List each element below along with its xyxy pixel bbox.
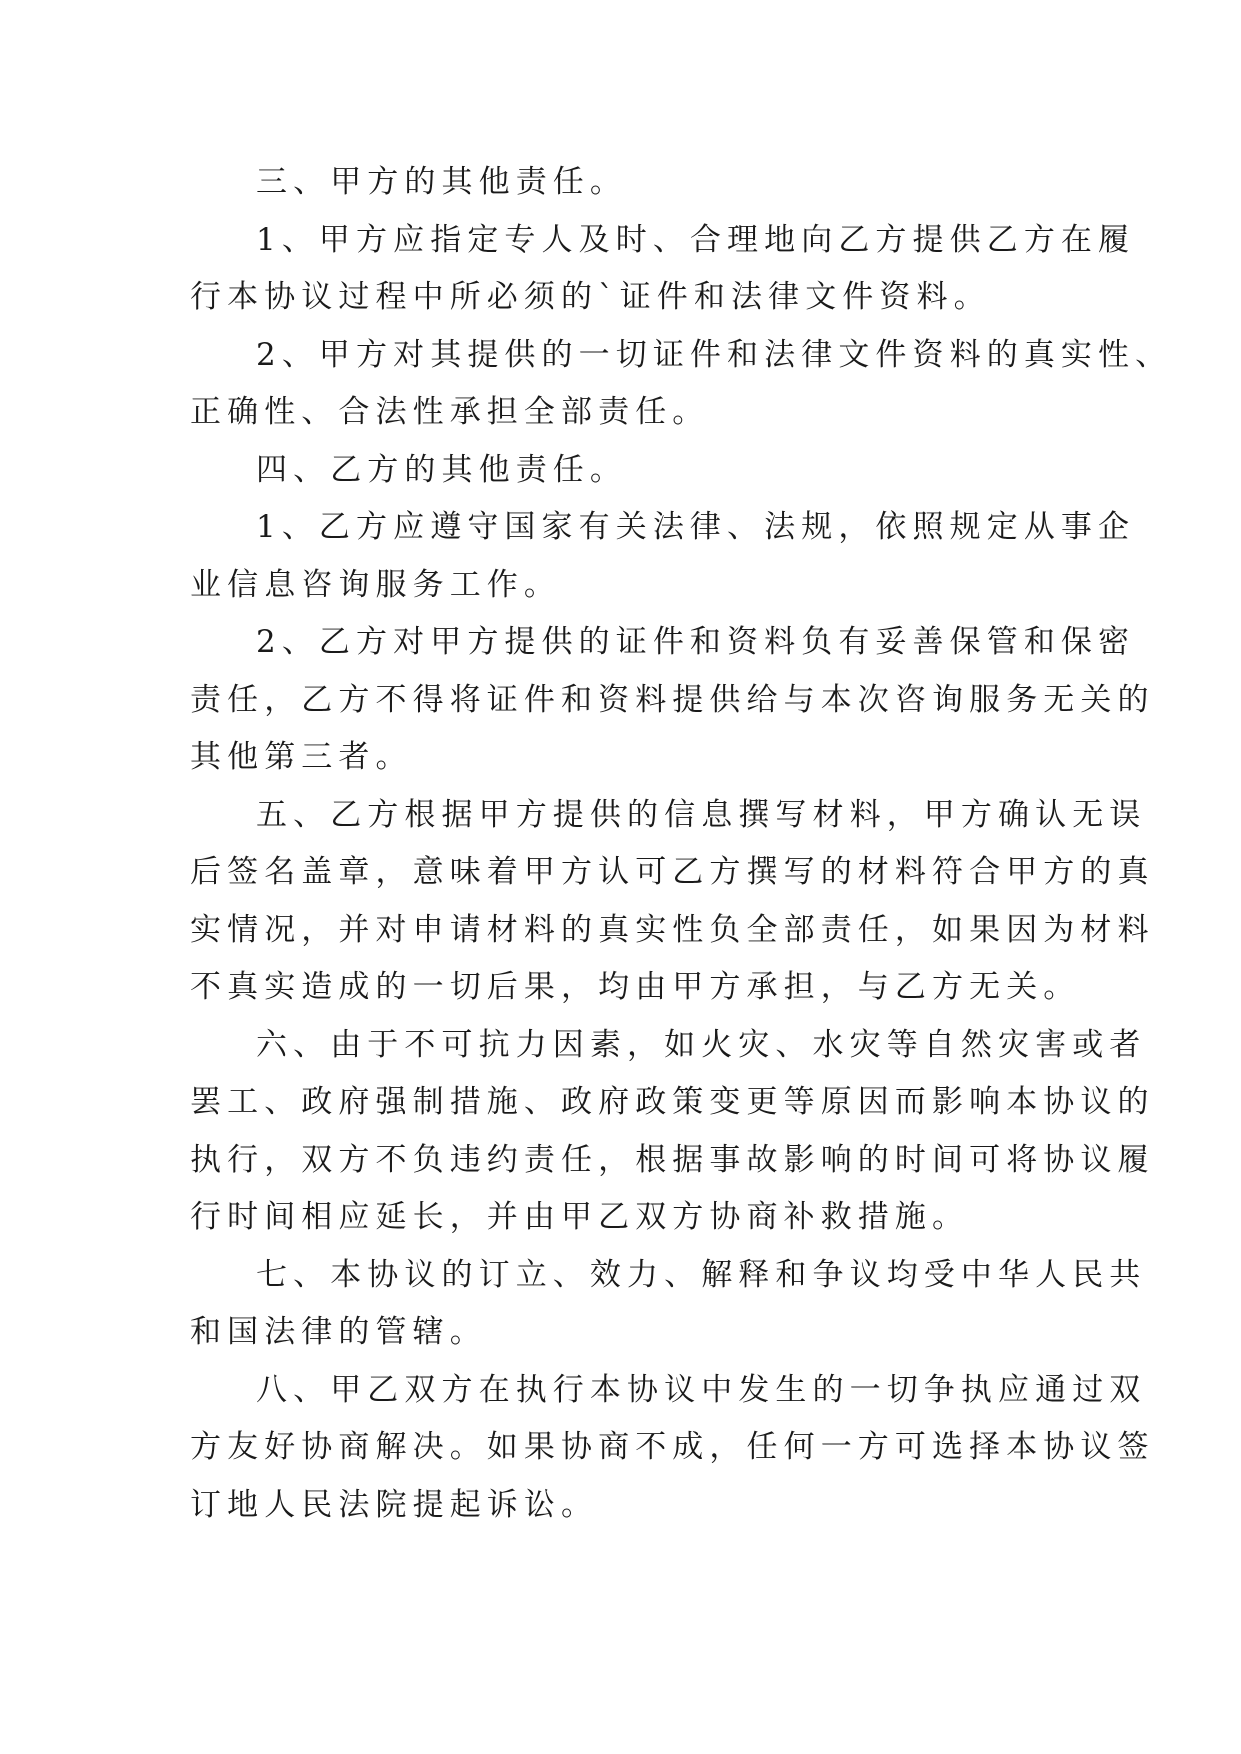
paragraph-line: 2、乙方对甲方提供的证件和资料负有妥善保管和保密 xyxy=(256,624,1136,660)
paragraph-line: 行时间相应延长，并由甲乙双方协商补救措施。 xyxy=(190,1199,970,1235)
paragraph-line: 1、乙方应遵守国家有关法律、法规，依照规定从事企 xyxy=(256,509,1136,545)
section-heading-4: 四、乙方的其他责任。 xyxy=(256,451,627,488)
paragraph-line: 实情况，并对申请材料的真实性负全部责任，如果因为材料 xyxy=(190,911,1155,948)
paragraph-line: 其他第三者。 xyxy=(190,739,413,775)
section-8-line: 八、甲乙双方在执行本协议中发生的一切争执应通过双 xyxy=(256,1371,1147,1408)
section-7-line: 七、本协议的订立、效力、解释和争议均受中华人民共 xyxy=(256,1256,1147,1293)
document-body xyxy=(190,154,1173,1534)
paragraph-line: 不真实造成的一切后果，均由甲方承担，与乙方无关。 xyxy=(190,969,1081,1005)
paragraph-line: 执行，双方不负违约责任，根据事故影响的时间可将协议履 xyxy=(190,1141,1155,1178)
section-6-line: 六、由于不可抗力因素，如火灾、水灾等自然灾害或者 xyxy=(256,1026,1147,1063)
paragraph-line: 责任，乙方不得将证件和资料提供给与本次咨询服务无关的 xyxy=(190,681,1155,718)
paragraph-line: 1、甲方应指定专人及时、合理地向乙方提供乙方在履 xyxy=(256,221,1136,258)
section-5-line: 五、乙方根据甲方提供的信息撰写材料，甲方确认无误 xyxy=(256,796,1147,833)
paragraph-line: 行本协议过程中所必须的`证件和法律文件资料。 xyxy=(190,279,991,315)
paragraph-line: 后签名盖章，意味着甲方认可乙方撰写的材料符合甲方的真 xyxy=(190,854,1155,890)
paragraph-line: 方友好协商解决。如果协商不成，任何一方可选择本协议签 xyxy=(190,1429,1155,1465)
paragraph-line: 和国法律的管辖。 xyxy=(190,1314,487,1350)
paragraph-line: 罢工、政府强制措施、政府政策变更等原因而影响本协议的 xyxy=(190,1084,1155,1120)
paragraph-line: 正确性、合法性承担全部责任。 xyxy=(190,394,710,430)
section-heading-3: 三、甲方的其他责任。 xyxy=(256,164,627,200)
paragraph-line: 订地人民法院提起诉讼。 xyxy=(190,1486,599,1523)
paragraph-line: 业信息咨询服务工作。 xyxy=(190,566,561,603)
paragraph-line: 2、甲方对其提供的一切证件和法律文件资料的真实性、 xyxy=(256,336,1173,373)
